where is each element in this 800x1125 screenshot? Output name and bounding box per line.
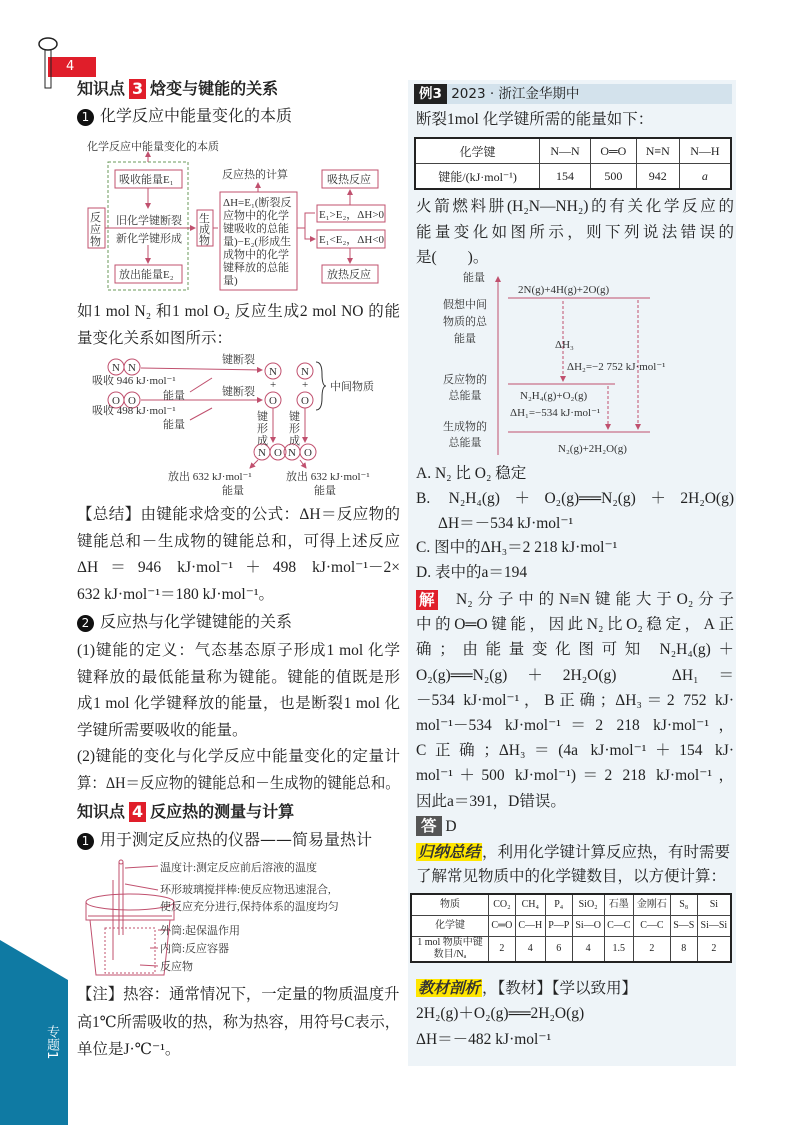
textbook-badge: 教材剖析 <box>418 979 481 997</box>
diagram-label: O <box>301 395 309 407</box>
table-cell: 154 <box>540 164 591 190</box>
text-line: 量变化关系如图所示： <box>77 330 233 347</box>
diagram-label: 假想中间 <box>443 299 487 311</box>
table-cell: 8 <box>670 937 697 963</box>
diagram-label: + <box>270 379 277 391</box>
table-cell: 4 <box>572 937 604 963</box>
diagram-label: 吸收 946 kJ·mol⁻¹ <box>92 375 176 387</box>
table-cell: P—P <box>545 916 572 937</box>
text-line: 单位是J·℃⁻¹。 <box>77 1041 181 1058</box>
diagram-label: O <box>269 395 277 407</box>
table-cell: C═O <box>489 916 516 937</box>
diagram-label: ΔH₂=−2 752 kJ·mol⁻¹ <box>567 361 666 373</box>
diagram-label: N <box>128 362 136 374</box>
table-cell: 2 <box>697 937 731 963</box>
diagram-label: 生成物的 <box>443 421 487 433</box>
diagram-label: 量) <box>223 275 238 287</box>
example-intro: 断裂1mol 化学键所需的能量如下： <box>416 111 654 128</box>
table-cell: 石墨 <box>604 894 633 916</box>
table-cell: 2 <box>489 937 516 963</box>
table-cell: 942 <box>636 164 679 190</box>
text-line: 键能总和－生成物的键能总和，可得上述反应 <box>77 532 400 550</box>
diagram-label: N₂(g)+2H₂O(g) <box>558 443 627 455</box>
diagram-label: 放出 632 kJ·mol⁻¹ <box>168 471 252 483</box>
diagram-label: 总能量 <box>448 437 482 449</box>
table-cell: C—H <box>515 916 545 937</box>
diagram-label: 旧化学键断裂 <box>116 215 182 227</box>
section-2-heading: 2 反应热与化学键键能的关系 <box>77 612 292 632</box>
nitrogen-oxygen-bond-diagram <box>92 352 374 497</box>
table-cell: 物质 <box>411 894 489 916</box>
diagram-label: 放出能量E₂ <box>119 269 174 281</box>
text-line: 能量变化如图所示，则下列说法错误的 <box>416 223 734 241</box>
diagram-label: E₁>E₂，ΔH>0 <box>319 209 385 221</box>
diagram-label: 吸收能量E₁ <box>119 174 174 186</box>
diagram-label: 键断裂 <box>222 386 255 398</box>
diagram-label: 总能量 <box>448 390 482 402</box>
answer-badge: 答 <box>416 816 442 836</box>
page-number: 4 <box>48 57 96 77</box>
table-cell: N≡N <box>636 138 679 164</box>
diagram-label: O <box>274 447 282 459</box>
diagram-label: 成 <box>289 435 300 447</box>
diagram-label: O <box>128 395 136 407</box>
calorimeter-diagram <box>86 860 339 975</box>
diagram-label: 放出 632 kJ·mol⁻¹ <box>286 471 370 483</box>
diagram-label: 能量 <box>163 419 185 431</box>
diagram-label: N <box>269 366 277 378</box>
table-cell: Si—O <box>572 916 604 937</box>
answer-value: D <box>445 818 457 835</box>
table-cell: a <box>679 164 731 190</box>
diagram-label: 形 <box>289 423 300 435</box>
text-line: C. 图中的ΔH₃＝2 218 kJ·mol⁻¹ <box>416 539 618 557</box>
diagram-label: N <box>301 366 309 378</box>
diagram-label: ΔH₃ <box>555 339 574 351</box>
table-cell: 2 <box>634 937 671 963</box>
table-cell: N—N <box>540 138 591 164</box>
diagram-label: 吸热反应 <box>327 174 371 186</box>
section-3-heading: 1 用于测定反应热的仪器——简易量热计 <box>77 830 372 850</box>
table-cell: P₄ <box>545 894 572 916</box>
diagram-label: 键 <box>257 411 268 423</box>
example-header: 例3 2023 · 浙江金华期中 <box>414 84 732 104</box>
diagram-label: 反应物的 <box>443 374 487 386</box>
diagram-label: 中间物质 <box>330 381 374 393</box>
diagram-label: 能量 <box>222 485 244 497</box>
table-cell: 1.5 <box>604 937 633 963</box>
table-cell: C—C <box>634 916 671 937</box>
text-line: ΔH＝946 kJ·mol⁻¹＋498 kJ·mol⁻¹－2× <box>77 559 400 576</box>
chapter-tab-label: 专题1 <box>44 1025 59 1060</box>
text-line: A. N₂ 比 O₂ 稳定 <box>416 465 527 482</box>
knowledge-point-3-heading: 知识点 3 焓变与键能的关系 <box>77 79 279 98</box>
table-cell: N—H <box>679 138 731 164</box>
table-cell: 金刚石 <box>634 894 671 916</box>
diagram-label: ΔH=E₁(断裂反 <box>223 197 292 209</box>
text-line: N₂分子中的N≡N键能大于O₂分子 <box>456 591 734 608</box>
text-line: C正确；ΔH₃＝(4a kJ·mol⁻¹＋154 kJ· <box>416 742 734 760</box>
diagram-label: E₁<E₂，ΔH<0 <box>319 234 385 246</box>
text-line: B. N₂H₄(g)＋O₂(g)══N₂(g)＋2H₂O(g) <box>416 489 734 507</box>
diagram-label: 键释放的总能 <box>223 262 289 274</box>
diagram-label: 能量 <box>314 485 336 497</box>
diagram-label: 键断裂 <box>222 354 255 366</box>
table-cell: 键能/(kJ·mol⁻¹) <box>415 164 540 190</box>
diagram-label: 键吸收的总能 <box>223 223 289 235</box>
diagram-label: 成 <box>257 435 268 447</box>
text-line: O₂(g)══N₂(g)＋2H₂O(g) ΔH₁＝ <box>416 666 734 684</box>
diagram-label: 物 <box>199 235 210 247</box>
text-line: 学键所需要吸收的能量。 <box>77 721 248 739</box>
diagram-label: 温度计:测定反应前后溶液的温度 <box>160 862 318 874</box>
diagram-label: 内筒:反应容器 <box>160 943 230 955</box>
diagram-label: 键 <box>289 411 300 423</box>
summary-badge: 归纳总结 <box>418 843 481 861</box>
table-cell: O═O <box>591 138 637 164</box>
text-line: ΔH＝－534 kJ·mol⁻¹ <box>438 514 574 532</box>
diagram-label: 2N(g)+4H(g)+2O(g) <box>518 284 610 296</box>
diagram-label: N <box>112 362 120 374</box>
text-line: 【注】热容：通常情况下，一定量的物质温度升 <box>77 986 400 1003</box>
diagram-label: 环形玻璃搅拌棒:使反应物迅速混合, <box>160 884 331 896</box>
text-line: －534 kJ·mol⁻¹，B正确；ΔH₃＝2 752 kJ· <box>416 691 734 709</box>
text-line: 2H₂(g)＋O₂(g)══2H₂O(g) <box>416 1005 585 1022</box>
text-line: 如1 mol N₂ 和1 mol O₂ 反应生成2 mol NO 的能 <box>77 303 400 320</box>
table-cell: 化学键 <box>415 138 540 164</box>
diagram-label: 吸收 498 kJ·mol⁻¹ <box>92 405 176 417</box>
text-line: (1)键能的定义：气态基态原子形成1 mol 化学 <box>77 642 400 659</box>
table-cell: S₈ <box>670 894 697 916</box>
diagram-label: 新化学键形成 <box>116 233 182 245</box>
diagram-label: N <box>288 447 296 459</box>
text-line: 成1 mol 化学键释放的能量，也是断裂1 mol 化 <box>77 695 400 713</box>
summary-line-2: 了解常见物质中的化学键数目，以方便计算： <box>416 868 727 885</box>
text-line: 确；由能量变化图可知 N₂H₄(g)＋ <box>416 641 734 659</box>
text-line: D. 表中的a＝194 <box>416 564 528 582</box>
diagram-label: 量)−E₂(形成生 <box>223 236 292 248</box>
diagram-label: 反应物 <box>160 961 193 973</box>
diagram-label: ΔH₁=−534 kJ·mol⁻¹ <box>510 407 601 419</box>
table-cell: C—C <box>604 916 633 937</box>
reactant-label: 反 <box>90 212 101 224</box>
solution-badge: 解 <box>416 590 438 610</box>
diagram-label: 应物中的化学 <box>223 210 289 222</box>
text-line: 是( )。 <box>416 249 489 266</box>
text-line: 高1℃所需吸收的热，称为热容，用符号C表示， <box>77 1013 400 1031</box>
text-line: (2)键能的变化与化学反应中能量变化的定量计 <box>77 748 400 766</box>
diagram-label: 化学反应中能量变化的本质 <box>87 141 219 153</box>
table-cell: SiO₂ <box>572 894 604 916</box>
diagram-label: N <box>258 447 266 459</box>
textbook-tags: ，【教材】【学以致用】 <box>482 980 638 997</box>
text-line: 因此a＝391，D错误。 <box>416 792 566 810</box>
diagram-label: 形 <box>257 423 268 435</box>
diagram-label: 成 <box>199 224 210 236</box>
table-cell: CO₂ <box>489 894 516 916</box>
text-line: 键释放的最低能量称为键能。键能的值既是形 <box>77 668 400 686</box>
diagram-label: 外筒:起保温作用 <box>160 925 241 937</box>
text-line: mol⁻¹＋500 kJ·mol⁻¹)＝2 218 kJ·mol⁻¹， <box>416 767 734 785</box>
diagram-label: 反应热的计算 <box>222 169 288 181</box>
table-cell: 化学键 <box>411 916 489 937</box>
diagram-label: 能量 <box>463 272 485 284</box>
diagram-label: 应 <box>90 224 101 236</box>
table-cell: 6 <box>545 937 572 963</box>
text-line: 算：ΔH＝反应物的键能总和－生成物的键能总和。 <box>77 775 400 792</box>
diagram-label: 成物中的化学 <box>223 249 289 261</box>
text-line: ，利用化学键计算反应热，有时需要 <box>482 844 731 861</box>
diagram-label: 能量 <box>454 333 476 345</box>
diagram-label: N₂H₄(g)+O₂(g) <box>520 390 588 402</box>
diagram-label: 使反应充分进行,保持体系的温度均匀 <box>160 901 339 913</box>
table-cell: 1 mol 物质中键数目/Nₐ <box>411 937 489 963</box>
product-label: 生 <box>199 213 210 225</box>
diagram-label: 放热反应 <box>327 269 371 281</box>
knowledge-point-4-heading: 知识点 4 反应热的测量与计算 <box>77 802 295 821</box>
diagram-label: O <box>112 395 120 407</box>
hydrazine-energy-diagram <box>443 270 665 455</box>
table-cell: Si <box>697 894 731 916</box>
table-cell: 4 <box>515 937 545 963</box>
table-cell: S—S <box>670 916 697 937</box>
section-1-heading: 1 化学反应中能量变化的本质 <box>77 106 292 126</box>
text-line: 火箭燃料肼(H₂N—NH₂)的有关化学反应的 <box>416 198 734 215</box>
diagram-label: 物 <box>90 236 101 248</box>
text-line: mol⁻¹－534 kJ·mol⁻¹＝2 218 kJ·mol⁻¹， <box>416 717 734 734</box>
diagram-label: 物质的总 <box>443 316 487 328</box>
table-cell: 500 <box>591 164 637 190</box>
diagram-label: + <box>302 379 309 391</box>
text-line: 【总结】由键能求焓变的公式：ΔH＝反应物的 <box>77 506 400 523</box>
diagram-label: 能量 <box>163 390 185 402</box>
table-cell: Si—Si <box>697 916 731 937</box>
diagram-label: O <box>304 447 312 459</box>
text-line: 中的O═O键能，因此N₂比O₂稳定，A正 <box>416 616 734 634</box>
text-line: 632 kJ·mol⁻¹＝180 kJ·mol⁻¹。 <box>77 585 275 603</box>
text-line: ΔH＝－482 kJ·mol⁻¹ <box>416 1031 552 1048</box>
table-cell: CH₄ <box>515 894 545 916</box>
